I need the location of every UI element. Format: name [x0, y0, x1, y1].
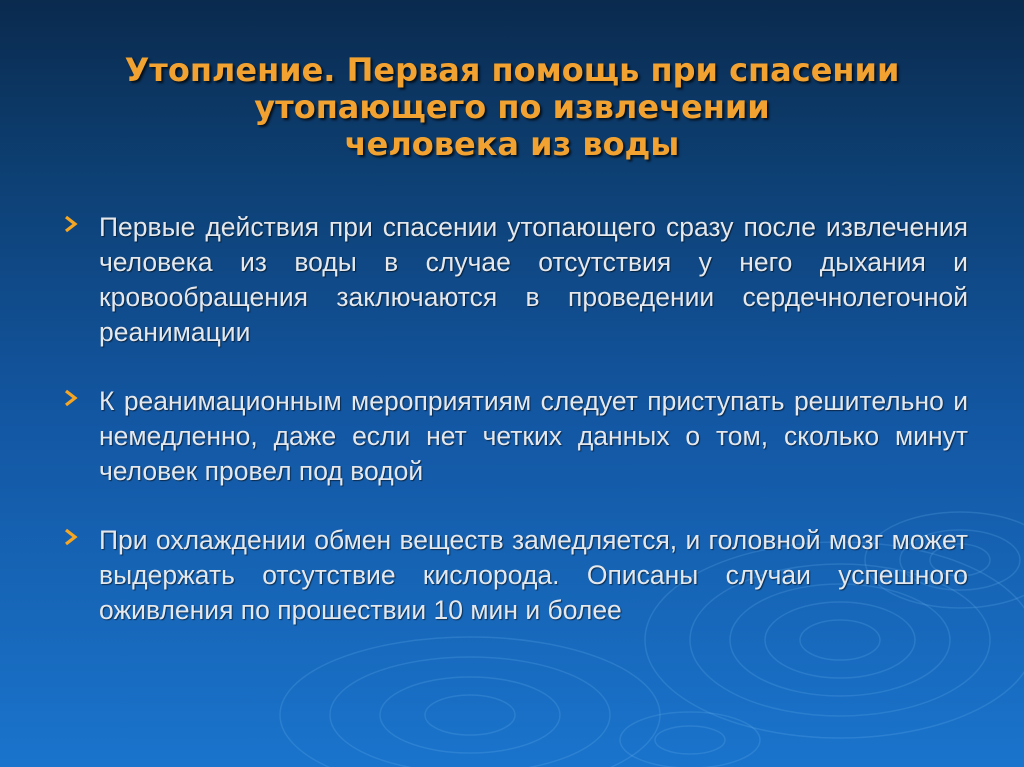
bullet-text: При охлаждении обмен веществ замедляется, и головной мозг может выдержать отсутствие кислорода. Описаны случаи успешного оживления по прошествии 10 мин и более: [99, 525, 968, 625]
chevron-right-icon: [64, 528, 78, 546]
title-line-3: человека из воды: [344, 125, 680, 163]
chevron-right-icon: [64, 215, 78, 233]
bullet-text: Первые действия при спасении утопающего сразу после извлечения человека из воды в случае отсутствия у него дыхания и кровообращения заключаются в проведении сердечнолегочной реанимации: [99, 212, 968, 347]
title-line-1: Утопление. Первая помощь при спасении: [124, 51, 900, 89]
chevron-right-icon: [64, 389, 78, 407]
bullet-item: [60, 210, 968, 350]
bullet-list: [60, 210, 968, 662]
title-line-2: утопающего по извлечении: [254, 88, 770, 126]
bullet-item: [60, 384, 968, 489]
bullet-text: К реанимационным мероприятиям следует приступать решительно и немедленно, даже если нет четких данных о том, сколько минут человек провел под водой: [99, 386, 968, 486]
bullet-item: [60, 523, 968, 628]
slide-title: [40, 52, 984, 163]
